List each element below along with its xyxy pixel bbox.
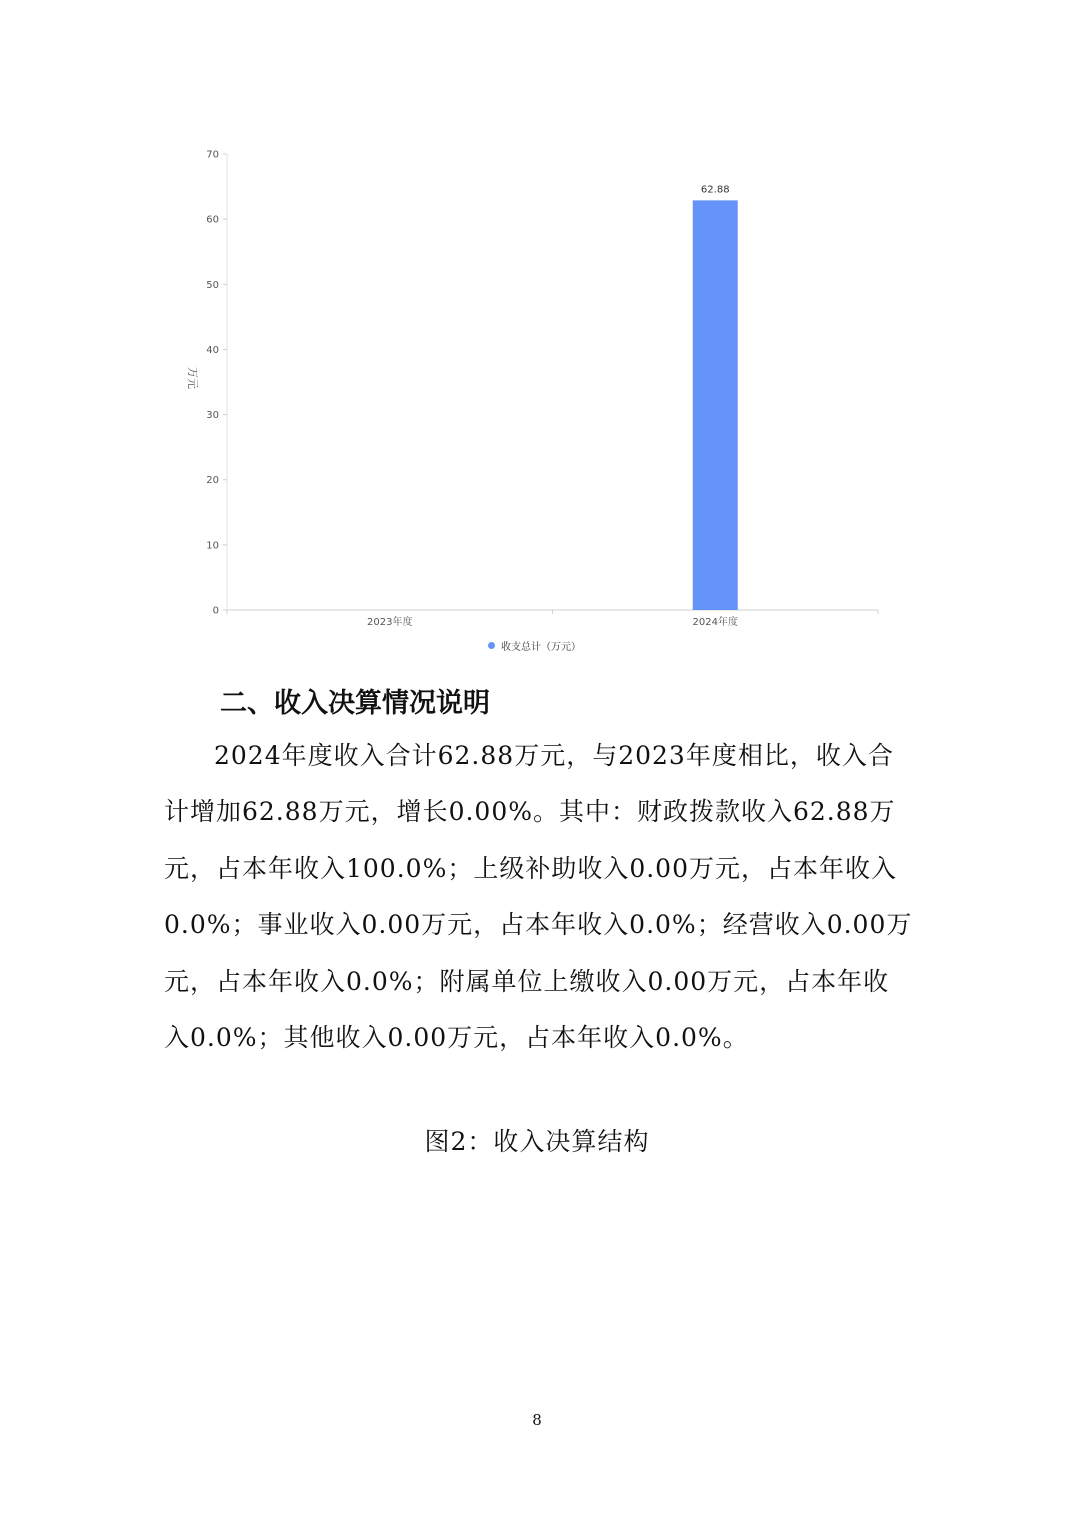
section-heading: 二、收入决算情况说明 bbox=[220, 688, 490, 719]
legend-label: 收支总计（万元） bbox=[501, 642, 581, 653]
income-expense-bar-chart bbox=[0, 0, 1074, 670]
bar bbox=[693, 200, 738, 610]
legend-swatch bbox=[488, 642, 495, 649]
chart-legend bbox=[488, 638, 581, 653]
y-tick-label: 70 bbox=[206, 149, 219, 161]
y-tick-label: 30 bbox=[206, 410, 219, 422]
y-tick-label: 10 bbox=[206, 540, 219, 552]
section-paragraph: 2024年度收入合计62.88万元，与2023年度相比，收入合计增加62.88万元，增长0.00%。其中：财政拨款收入62.88万元，占本年收入100.0%；上级补助收入0.00万元，占本年收入0.0%；事业收入0.00万元，占本年收入0.0%；经营收入0.00万元，占本年收入0.0%；附属单位上缴收入0.00万元，占本年收入0.0%；其他收入0.00万元，占本年收入0.0%。 bbox=[164, 741, 913, 1053]
page-number: 8 bbox=[532, 1411, 542, 1429]
y-axis-label: 万元 bbox=[186, 367, 199, 389]
y-tick-label: 60 bbox=[206, 214, 219, 226]
x-tick-label: 2023年度 bbox=[367, 617, 413, 628]
y-tick-label: 20 bbox=[206, 475, 219, 487]
figure-caption: 图2：收入决算结构 bbox=[424, 1127, 650, 1156]
bar-data-label: 62.88 bbox=[700, 184, 730, 196]
x-tick-label: 2024年度 bbox=[692, 617, 738, 628]
y-tick-label: 50 bbox=[206, 279, 219, 291]
y-tick-label: 0 bbox=[212, 605, 219, 617]
y-tick-label: 40 bbox=[206, 344, 219, 356]
